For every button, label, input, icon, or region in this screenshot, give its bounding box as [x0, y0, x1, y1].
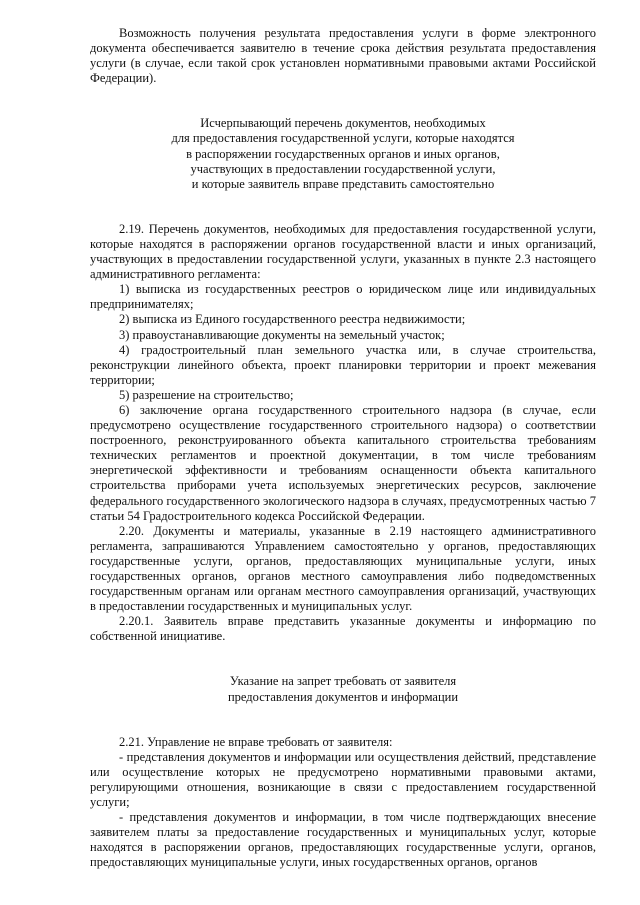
heading-line: предоставления документов и информации: [227, 689, 459, 704]
list-item: 3) правоустанавливающие документы на земельный участок;: [119, 327, 445, 342]
list-item: 5) разрешение на строительство;: [119, 387, 294, 402]
section-heading-documents: [90, 116, 596, 191]
paragraph-2-20-1: 2.20.1. Заявитель вправе представить указанные документы и информацию по собственной инициативе.: [90, 614, 596, 644]
intro-paragraph: Возможность получения результата предоставления услуги в форме электронного документа обеспечивается заявителю в течение срока действия результата предоставления услуги (в случае, если такой срок установлен нормативными правовыми актами Российской Федерации).: [90, 26, 596, 86]
document-page: [90, 26, 596, 871]
heading-line: Указание на запрет требовать от заявителя: [229, 674, 457, 689]
bullet-item: - представления документов и информации или осуществления действий, представление или осуществление которых не предусмотрено нормативными правовыми актами, регулирующими отношения, возникающие в связи с предоставлением государственной услуги;: [90, 749, 596, 810]
list-item: 1) выписка из государственных реестров о юридическом лице или индивидуальных предпринимателях;: [90, 282, 596, 312]
paragraph-2-19: 2.19. Перечень документов, необходимых для предоставления государственной услуги, которые находятся в распоряжении органов государственной власти и иных организаций, участвующих в предоставлении государственной услуги, указанных в пункте 2.3 настоящего административного регламента:: [90, 221, 596, 282]
paragraph-2-20: 2.20. Документы и материалы, указанные в 2.19 настоящего административного регламента, запрашиваются Управлением самостоятельно у органов, предоставляющих государственные услуги, органов, предоставляющих муниципальные услуги, иных государственных органов, органов местного самоуправления либо подведомственных государственным органам или органам местного самоуправления организаций, участвующих в предоставлении государственных и муниципальных услуг.: [90, 523, 596, 614]
heading-line: участвующих в предоставлении государственной услуги,: [190, 161, 496, 176]
heading-line: Исчерпывающий перечень документов, необходимых: [200, 116, 486, 131]
list-item: 2) выписка из Единого государственного реестра недвижимости;: [119, 312, 466, 327]
paragraph-2-21: 2.21. Управление не вправе требовать от заявителя:: [119, 734, 393, 749]
bullet-item: - представления документов и информации, в том числе подтверждающих внесение заявителем платы за предоставление государственных и муниципальных услуг, которые находятся в распоряжении органов, предоставляющих государственные услуги, органов, предоставляющих муниципальные услуги, иных государственных органов, органов: [90, 810, 596, 870]
heading-line: для предоставления государственной услуги, которые находятся: [171, 131, 515, 146]
list-item: 6) заключение органа государственного строительного надзора (в случае, если предусмотрено осуществление государственного строительного надзора) о соответствии построенного, реконструированного объекта капитального строительства требованиям технических регламентов и проектной документации, в том числе требованиям энергетической эффективности и требованиям оснащенности объекта капитального строительства приборами учета используемых энергетических ресурсов, заключение федерального государственного экологического надзора в случаях, предусмотренных частью 7 статьи 54 Градостроительного кодекса Российской Федерации.: [90, 402, 596, 523]
list-item: 4) градостроительный план земельного участка или, в случае строительства, реконструкции линейного объекта, проект планировки территории и проект межевания территории;: [90, 342, 596, 387]
heading-line: и которые заявитель вправе представить самостоятельно: [191, 176, 495, 191]
heading-line: в распоряжении государственных органов и иных органов,: [186, 146, 500, 161]
section-heading-prohibition: [90, 674, 596, 704]
